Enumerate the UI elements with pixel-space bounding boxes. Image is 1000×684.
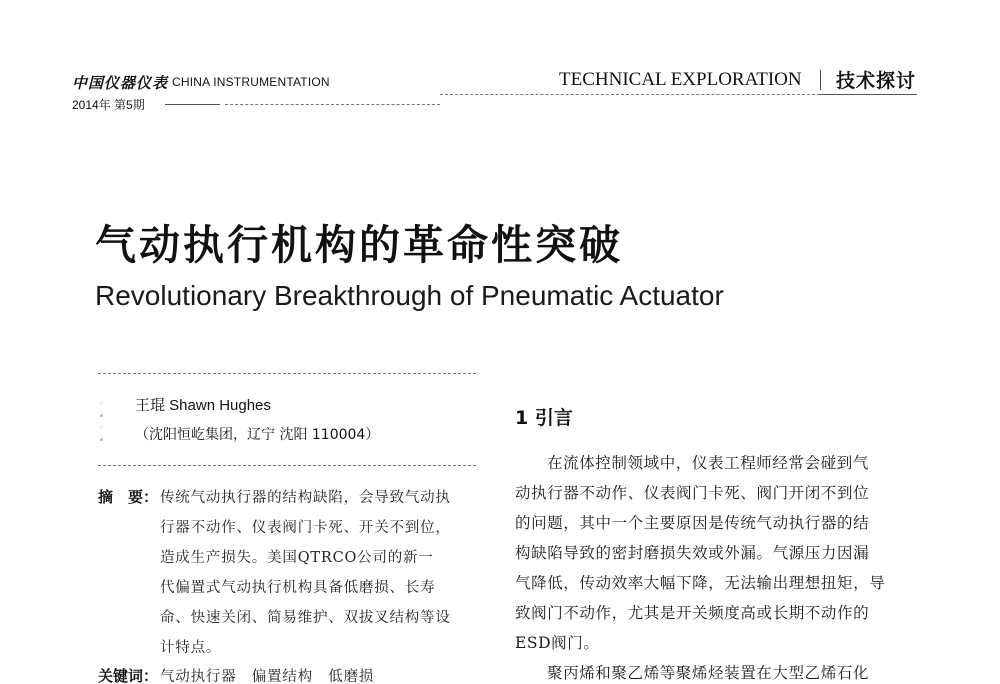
abstract-line: 行器不动作、仪表阀门卡死、开关不到位， bbox=[160, 520, 451, 536]
body-line: 致阀门不动作，尤其是开关频度高或长期不动作的 bbox=[515, 604, 870, 622]
scan-mark: ◦ ∙ ◦ ∙ bbox=[98, 397, 105, 446]
abstract-label: 摘 要： bbox=[98, 488, 159, 506]
article-title-en: Revolutionary Breakthrough of Pneumatic Actuator bbox=[95, 280, 724, 311]
body-line: 聚丙烯和聚乙烯等聚烯烃装置在大型乙烯石化 bbox=[547, 664, 870, 682]
body-line: 动执行器不动作、仪表阀门卡死、阀门开闭不到位 bbox=[515, 484, 870, 502]
author-rule-top bbox=[98, 373, 476, 374]
body-line: 构缺陷导致的密封磨损失效或外漏。气源压力因漏 bbox=[515, 544, 870, 562]
header-rule-left-solid bbox=[165, 104, 220, 105]
keywords-text: 气动执行器 偏置结构 低磨损 bbox=[160, 669, 375, 684]
body-line: 气降低，传动效率大幅下降，无法输出理想扭矩，导 bbox=[515, 574, 886, 592]
header-rule-right-solid bbox=[820, 94, 917, 95]
author-affiliation: （沈阳恒屹集团，辽宁 沈阳 110004） bbox=[135, 427, 380, 443]
body-line: 的问题，其中一个主要原因是传统气动执行器的结 bbox=[515, 514, 870, 532]
abstract-line: 代偏置式气动执行机构具备低磨损、长寿 bbox=[160, 580, 436, 596]
issue-label: 2014年 第5期 bbox=[72, 98, 145, 112]
header-separator bbox=[820, 70, 821, 90]
abstract-line: 命、快速关闭、简易维护、双拔叉结构等设 bbox=[160, 610, 451, 626]
header-rule-right-dashed bbox=[440, 94, 820, 95]
abstract-line: 计特点。 bbox=[160, 640, 222, 656]
body-line: 在流体控制领域中，仪表工程师经常会碰到气 bbox=[547, 454, 870, 472]
section-heading: 1 引言 bbox=[515, 407, 573, 429]
article-title-cn: 气动执行机构的革命性突破 bbox=[95, 221, 623, 269]
author-name: 王琨 Shawn Hughes bbox=[135, 397, 271, 414]
keywords-label: 关键词： bbox=[98, 667, 159, 684]
journal-logo-cn: 中国仪器仪表 bbox=[72, 74, 169, 92]
abstract-line: 造成生产损失。美国QTRCO公司的新一 bbox=[160, 550, 434, 566]
column-name-en: TECHNICAL EXPLORATION bbox=[559, 69, 802, 90]
column-name-cn: 技术探讨 bbox=[836, 70, 917, 92]
author-rule-bottom bbox=[98, 465, 476, 466]
journal-name-en: CHINA INSTRUMENTATION bbox=[172, 75, 330, 89]
header-rule-left-dashed bbox=[225, 104, 440, 105]
abstract-line: 传统气动执行器的结构缺陷，会导致气动执 bbox=[160, 490, 451, 506]
body-line: ESD阀门。 bbox=[515, 634, 600, 652]
